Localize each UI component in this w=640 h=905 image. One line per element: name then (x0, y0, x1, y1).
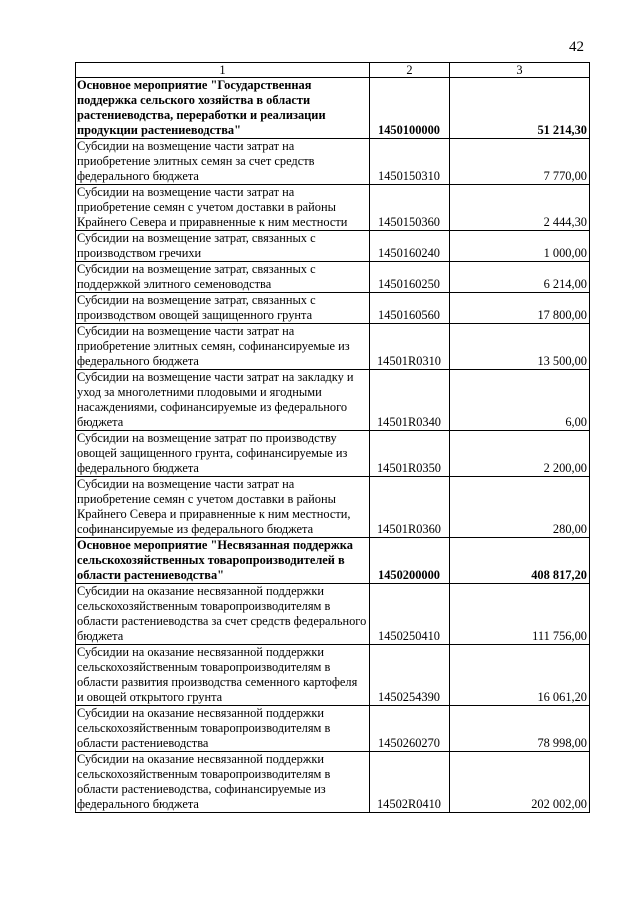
row-name-cell: Субсидии на возмещение затрат, связанных с производством гречихи (76, 231, 370, 262)
row-name-cell: Субсидии на возмещение части затрат на приобретение семян с учетом доставки в районы Крайнего Севера и приравненные к ним местности, софинансируемые из федерального бюджета (76, 477, 370, 538)
row-code-cell: 1450200000 (370, 538, 450, 584)
main-activity-row (76, 538, 590, 584)
row-sum-cell: 7 770,00 (450, 139, 590, 185)
row-sum-cell: 280,00 (450, 477, 590, 538)
table-row (76, 293, 590, 324)
header-column-3: 3 (450, 63, 590, 78)
row-code-cell: 1450160240 (370, 231, 450, 262)
row-name-cell: Субсидии на возмещение затрат, связанных с производством овощей защищенного грунта (76, 293, 370, 324)
table-body (76, 78, 590, 813)
row-sum-cell: 78 998,00 (450, 706, 590, 752)
table-header-row (76, 63, 590, 78)
row-sum-cell: 13 500,00 (450, 324, 590, 370)
row-code-cell: 1450160250 (370, 262, 450, 293)
row-sum-cell: 202 002,00 (450, 752, 590, 813)
row-name-cell: Субсидии на оказание несвязанной поддержки сельскохозяйственным товаропроизводителям в области растениеводства (76, 706, 370, 752)
row-code-cell: 14501R0350 (370, 431, 450, 477)
row-code-cell: 14501R0340 (370, 370, 450, 431)
row-code-cell: 1450260270 (370, 706, 450, 752)
row-name-cell: Субсидии на возмещение части затрат на приобретение элитных семян, софинансируемые из федерального бюджета (76, 324, 370, 370)
budget-table (75, 62, 590, 813)
row-name-cell: Субсидии на возмещение части затрат на приобретение семян с учетом доставки в районы Крайнего Севера и приравненные к ним местности (76, 185, 370, 231)
row-sum-cell: 408 817,20 (450, 538, 590, 584)
table-row (76, 324, 590, 370)
row-code-cell: 14501R0310 (370, 324, 450, 370)
row-sum-cell: 1 000,00 (450, 231, 590, 262)
table-row (76, 185, 590, 231)
table-row (76, 706, 590, 752)
header-column-1: 1 (76, 63, 370, 78)
page-number: 42 (569, 39, 584, 55)
row-code-cell: 1450150310 (370, 139, 450, 185)
table-row (76, 231, 590, 262)
table-row (76, 645, 590, 706)
row-code-cell: 1450250410 (370, 584, 450, 645)
row-sum-cell: 2 444,30 (450, 185, 590, 231)
row-sum-cell: 16 061,20 (450, 645, 590, 706)
table-row (76, 752, 590, 813)
table-row (76, 584, 590, 645)
row-name-cell: Субсидии на оказание несвязанной поддержки сельскохозяйственным товаропроизводителям в области растениеводства за счет средств федерального бюджета (76, 584, 370, 645)
row-sum-cell: 6,00 (450, 370, 590, 431)
row-name-cell: Субсидии на возмещение части затрат на приобретение элитных семян за счет средств федерального бюджета (76, 139, 370, 185)
table-row (76, 139, 590, 185)
row-name-cell: Субсидии на возмещение затрат по производству овощей защищенного грунта, софинансируемые из федерального бюджета (76, 431, 370, 477)
table-row (76, 477, 590, 538)
row-name-cell: Субсидии на оказание несвязанной поддержки сельскохозяйственным товаропроизводителям в области развития производства семенного картофеля и овощей открытого грунта (76, 645, 370, 706)
table-row (76, 370, 590, 431)
row-code-cell: 1450254390 (370, 645, 450, 706)
row-sum-cell: 51 214,30 (450, 78, 590, 139)
row-sum-cell: 17 800,00 (450, 293, 590, 324)
row-sum-cell: 111 756,00 (450, 584, 590, 645)
row-name-cell: Субсидии на возмещение части затрат на закладку и уход за многолетними плодовыми и ягодными насаждениями, софинансируемые из федерального бюджета (76, 370, 370, 431)
row-sum-cell: 6 214,00 (450, 262, 590, 293)
main-activity-row (76, 78, 590, 139)
table-row (76, 262, 590, 293)
table-row (76, 431, 590, 477)
row-name-cell: Основное мероприятие "Несвязанная поддержка сельскохозяйственных товаропроизводителей в области растениеводства" (76, 538, 370, 584)
row-code-cell: 1450160560 (370, 293, 450, 324)
row-code-cell: 14501R0360 (370, 477, 450, 538)
row-code-cell: 1450150360 (370, 185, 450, 231)
header-column-2: 2 (370, 63, 450, 78)
row-code-cell: 1450100000 (370, 78, 450, 139)
row-sum-cell: 2 200,00 (450, 431, 590, 477)
row-name-cell: Субсидии на возмещение затрат, связанных с поддержкой элитного семеноводства (76, 262, 370, 293)
row-name-cell: Основное мероприятие "Государственная поддержка сельского хозяйства в области растениеводства, переработки и реализации продукции растениеводства" (76, 78, 370, 139)
row-name-cell: Субсидии на оказание несвязанной поддержки сельскохозяйственным товаропроизводителям в области растениеводства, софинансируемые из федерального бюджета (76, 752, 370, 813)
row-code-cell: 14502R0410 (370, 752, 450, 813)
